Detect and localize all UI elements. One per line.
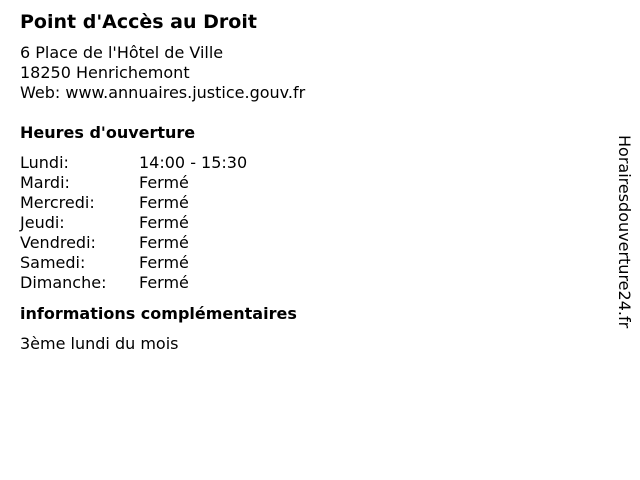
address-block — [20, 43, 600, 103]
hours-value: Fermé — [139, 213, 189, 232]
hours-value: Fermé — [139, 253, 189, 272]
additional-info-text: 3ème lundi du mois — [20, 334, 179, 353]
opening-hours-table — [20, 153, 600, 293]
hours-row-saturday — [20, 253, 600, 273]
hours-row-sunday — [20, 273, 600, 293]
hours-row-thursday — [20, 213, 600, 233]
day-label: Jeudi: — [20, 213, 65, 232]
day-label: Vendredi: — [20, 233, 96, 252]
location-card — [20, 10, 600, 354]
day-label: Lundi: — [20, 153, 69, 172]
hours-value: Fermé — [139, 173, 189, 192]
hours-row-wednesday — [20, 193, 600, 213]
hours-value: Fermé — [139, 193, 189, 212]
day-label: Dimanche: — [20, 273, 107, 292]
site-watermark: Horairesdouverture24.fr — [615, 135, 634, 329]
additional-info-heading: informations complémentaires — [20, 304, 297, 323]
day-label: Mardi: — [20, 173, 70, 192]
hours-row-tuesday — [20, 173, 600, 193]
page-title: Point d'Accès au Droit — [20, 11, 257, 33]
day-label: Mercredi: — [20, 193, 95, 212]
hours-value: Fermé — [139, 273, 189, 292]
website-text: Web: www.annuaires.justice.gouv.fr — [20, 83, 306, 102]
hours-value: Fermé — [139, 233, 189, 252]
city-postcode: 18250 Henrichemont — [20, 63, 190, 82]
opening-hours-heading: Heures d'ouverture — [20, 123, 196, 142]
hours-row-monday — [20, 153, 600, 173]
hours-value: 14:00 - 15:30 — [139, 153, 248, 172]
day-label: Samedi: — [20, 253, 86, 272]
street-address: 6 Place de l'Hôtel de Ville — [20, 43, 224, 62]
hours-row-friday — [20, 233, 600, 253]
